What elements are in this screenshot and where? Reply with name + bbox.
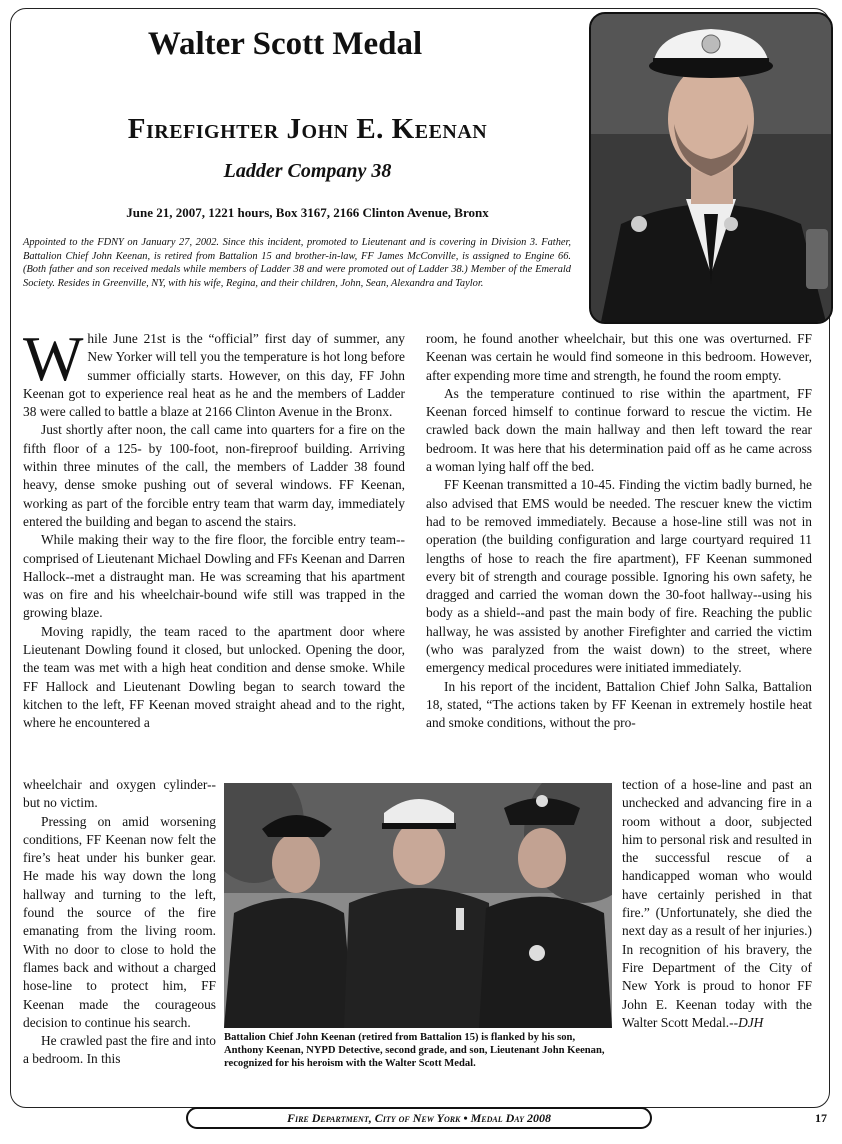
- article-paragraph-text: tection of a hose-line and past an unchecked and advancing fire in a room without a door, subjected him to personal risk and resulted in the successful rescue of a handicapped woman who would have certainly perished in that fire.” (Unfortunately, she died the next day as a result of her injuries.) In recognition of his bravery, the Fire Department of the City of New York is proud to honor FF John E. Keenan today with the Walter Scott Medal.--: [622, 777, 812, 1030]
- article-paragraph: FF Keenan transmitted a 10-45. Finding the victim badly burned, he also advised that EMS would be needed. The rescuer knew the victim had to be removed immediately. Because a hose-line still was not in operation (the building configuration and large courtyard required 11 lengths of hose to reach the fire apartment), FF Keenan summoned every bit of strength and courage possible. Ignoring his own safety, he dragged and carried the woman down the 30-foot hallway--using his body as a shield--and past the main body of fire. Reaching the public hallway, he was assisted by another Firefighter and carried the victim (who was paralyzed from the waist down) to the street, where emergency medical procedures were initiated immediately.: [426, 477, 812, 676]
- portrait-photo: [589, 12, 833, 324]
- photo-caption: Battalion Chief John Keenan (retired from Battalion 15) is flanked by his son, Anthony Keenan, NYPD Detective, second grade, and son, Lieutenant John Keenan, recognized for his heroism with the Walter Scott Medal.: [224, 1032, 605, 1069]
- drop-cap: W: [23, 323, 84, 394]
- article-paragraph: Just shortly after noon, the call came into quarters for a fire on the fifth floor of a 125- by 100-foot, non-fireproof building. Arriving within three minutes of the call, the members of Ladder 38 found heavy, dense smoke pushing out of several windows. FF Keenan, working as part of the forcible entry team that warm day, immediately entered the building and began to ascend the stairs.: [23, 422, 405, 529]
- honoree-name: Firefighter John E. Keenan: [127, 113, 488, 145]
- incident-details: June 21, 2007, 1221 hours, Box 3167, 2166 Clinton Avenue, Bronx: [126, 205, 489, 220]
- article-paragraph-text: hile June 21st is the “official” first day of summer, any New Yorker will tell you the temperature is hot long before summer officially starts. However, on this day, FF John Keenan got to experience real heat as he and the members of Ladder 38 were called to battle a blaze at 2166 Clinton Avenue in the Bronx.: [23, 331, 405, 420]
- article-paragraph: room, he found another wheelchair, but this one was overturned. FF Keenan was certain he would find someone in this bedroom. However, after expending more time and strength, he found the room empty.: [426, 331, 812, 383]
- article-paragraph: Pressing on amid worsening conditions, FF Keenan now felt the fire’s heat under his bunker gear. He made his way down the long hallway and turning to the left, found the source of the fire emanating from the living room. With no door to close to hold the flames back and without a charged hose-line to protect him, FF Keenan made the courageous decision to continue his search.: [23, 813, 216, 1030]
- article-paragraph: [23, 323, 405, 421]
- article-paragraph: Moving rapidly, the team raced to the apartment door where Lieutenant Dowling found it closed, but unlocked. Opening the door, the team was met with a high heat condition and dense smoke. While FF Hallock and Lieutenant Dowling began to search toward the kitchen to the left, FF Keenan moved straight ahead and to the right, where he encountered a: [23, 623, 405, 731]
- group-photo: [224, 783, 612, 1028]
- article-column-2: [426, 330, 812, 733]
- article-paragraph: In his report of the incident, Battalion Chief John Salka, Battalion 18, stated, “The actions taken by FF Keenan in extremely hostile heat and smoke conditions, without the pro-: [426, 678, 812, 731]
- article-column-1: [23, 323, 405, 733]
- author-initials: DJH: [738, 1014, 764, 1030]
- article-column-1-continued: [23, 776, 216, 1069]
- page-number: 17: [815, 1111, 827, 1125]
- article-paragraph: While making their way to the fire floor, the forcible entry team--comprised of Lieutenant Michael Dowling and FFs Keenan and Darren Hallock--met a distraught man. He was screaming that his apartment was on fire and his wheelchair-bound wife still was trapped in the growing blaze.: [23, 532, 405, 621]
- article-column-2-continued: [622, 776, 812, 1032]
- article-paragraph: He crawled past the fire and into a bedroom. In this: [23, 1033, 216, 1067]
- article-paragraph: wheelchair and oxygen cylinder--but no victim.: [23, 777, 216, 811]
- article-paragraph: As the temperature continued to rise within the apartment, FF Keenan forced himself to continue forward to rescue the victim. He crawled back down the main hallway and then left toward the rear bedroom. It was here that his determination paid off as he came across a woman lying half off the bed.: [426, 385, 812, 475]
- article-paragraph: [622, 776, 812, 1032]
- medal-title: Walter Scott Medal: [147, 26, 423, 62]
- honoree-bio: Appointed to the FDNY on January 27, 2002. Since this incident, promoted to Lieutenant and is covering in Division 3. Father, Battalion Chief John Keenan, is retired from Battalion 15 and brother-in-law, FF James McConville, is assigned to Engine 66. (Both father and son received medals while members of Ladder 38 and were promoted out of Ladder 38.) Member of the Emerald Society. Resides in Greenville, NY, with his wife, Regina, and their children, John, Sean, Alexandra and Taylor.: [23, 237, 571, 289]
- company-name: Ladder Company 38: [223, 160, 392, 182]
- footer-banner: Fire Department, City of New York • Medal Day 2008: [186, 1107, 652, 1129]
